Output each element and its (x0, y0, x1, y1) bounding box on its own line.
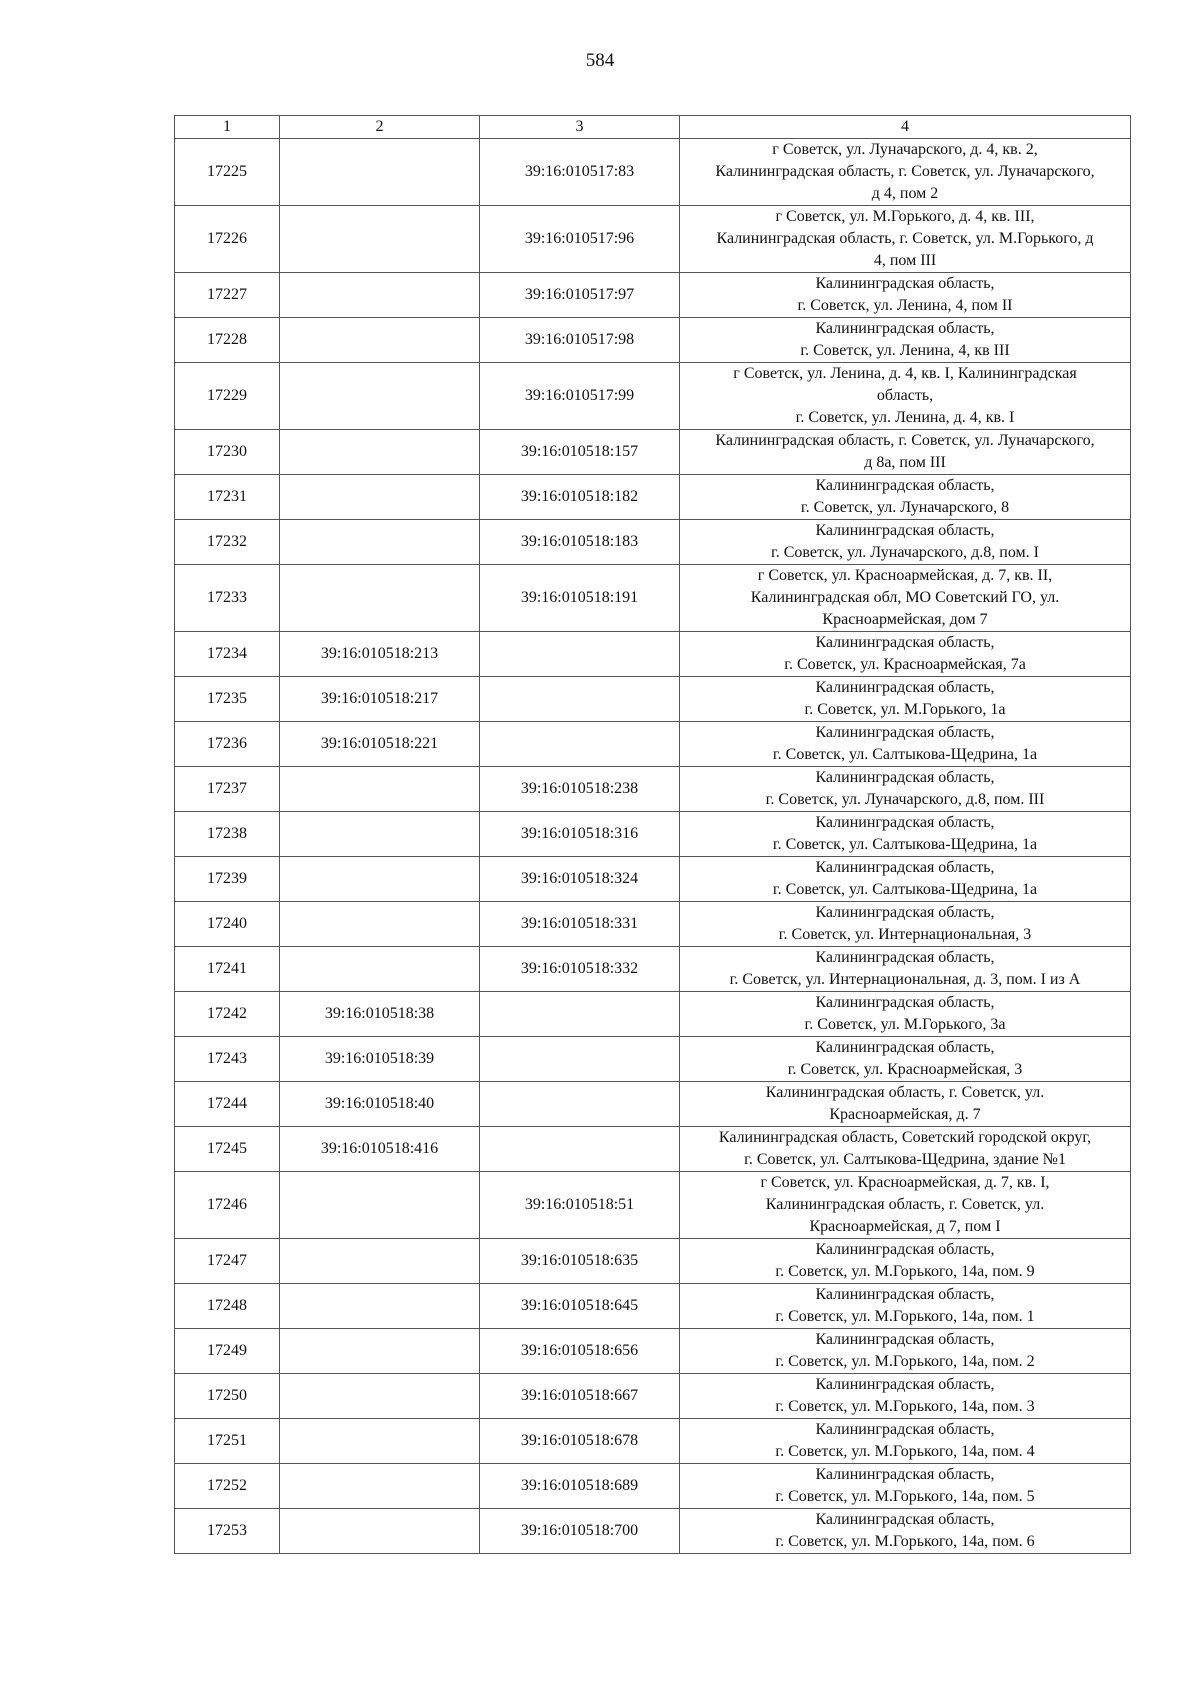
table-row (175, 677, 1131, 722)
cadastral-col-2 (280, 902, 480, 947)
cadastral-col-2 (280, 565, 480, 632)
cadastral-col-2 (280, 318, 480, 363)
address-cell: Калининградская область, г. Советск, ул. Салтыкова-Щедрина, 1а (680, 857, 1131, 902)
cadastral-col-2 (280, 430, 480, 475)
address-cell: Калининградская область, г. Советск, ул. Интернациональная, д. 3, пом. I из А (680, 947, 1131, 992)
table-row (175, 902, 1131, 947)
table-row (175, 947, 1131, 992)
table-row (175, 992, 1131, 1037)
address-cell: Калининградская область, г. Советск, ул. М.Горького, 14а, пом. 5 (680, 1464, 1131, 1509)
row-number: 17244 (175, 1082, 280, 1127)
cadastral-col-3: 39:16:010518:183 (480, 520, 680, 565)
header-col-1: 1 (175, 116, 280, 139)
row-number: 17235 (175, 677, 280, 722)
cadastral-col-2 (280, 947, 480, 992)
header-col-3: 3 (480, 116, 680, 139)
row-number: 17243 (175, 1037, 280, 1082)
table-row (175, 857, 1131, 902)
address-cell: Калининградская область, г. Советск, ул. Интернациональная, 3 (680, 902, 1131, 947)
cadastral-col-2 (280, 1284, 480, 1329)
row-number: 17248 (175, 1284, 280, 1329)
cadastral-col-2 (280, 1509, 480, 1554)
row-number: 17249 (175, 1329, 280, 1374)
table-row (175, 565, 1131, 632)
row-number: 17234 (175, 632, 280, 677)
address-cell: Калининградская область, г. Советск, ул. Ленина, 4, пом II (680, 273, 1131, 318)
page-number: 584 (585, 50, 615, 71)
cadastral-col-3: 39:16:010518:678 (480, 1419, 680, 1464)
cadastral-col-3 (480, 632, 680, 677)
address-cell: Калининградская область, г. Советск, ул. М.Горького, 14а, пом. 6 (680, 1509, 1131, 1554)
cadastral-col-3: 39:16:010518:182 (480, 475, 680, 520)
row-number: 17227 (175, 273, 280, 318)
cadastral-col-3: 39:16:010518:324 (480, 857, 680, 902)
row-number: 17242 (175, 992, 280, 1037)
table-row (175, 520, 1131, 565)
table-row (175, 139, 1131, 206)
cadastral-col-3: 39:16:010518:689 (480, 1464, 680, 1509)
address-cell: Калининградская область, г. Советск, ул. М.Горького, 14а, пом. 2 (680, 1329, 1131, 1374)
cadastral-col-3 (480, 992, 680, 1037)
table-row (175, 318, 1131, 363)
cadastral-col-3: 39:16:010518:51 (480, 1172, 680, 1239)
address-cell: Калининградская область, г. Советск, ул. Луначарского, д.8, пом. III (680, 767, 1131, 812)
row-number: 17228 (175, 318, 280, 363)
cadastral-col-2 (280, 520, 480, 565)
row-number: 17251 (175, 1419, 280, 1464)
address-cell: Калининградская область, г. Советск, ул. Ленина, 4, кв III (680, 318, 1131, 363)
table-row (175, 430, 1131, 475)
row-number: 17233 (175, 565, 280, 632)
row-number: 17230 (175, 430, 280, 475)
row-number: 17253 (175, 1509, 280, 1554)
address-cell: Калининградская область, г. Советск, ул. Луначарского, д 8а, пом III (680, 430, 1131, 475)
row-number: 17245 (175, 1127, 280, 1172)
table-row (175, 722, 1131, 767)
cadastral-col-2 (280, 857, 480, 902)
cadastral-col-2: 39:16:010518:38 (280, 992, 480, 1037)
address-cell: Калининградская область, г. Советск, ул. Красноармейская, 3 (680, 1037, 1131, 1082)
cadastral-col-2: 39:16:010518:40 (280, 1082, 480, 1127)
address-cell: Калининградская область, г. Советск, ул. Салтыкова-Щедрина, 1а (680, 812, 1131, 857)
cadastral-col-2: 39:16:010518:221 (280, 722, 480, 767)
address-cell: г Советск, ул. М.Горького, д. 4, кв. III, Калининградская область, г. Советск, ул. М.Горького, д 4, пом III (680, 206, 1131, 273)
table-row (175, 1082, 1131, 1127)
cadastral-col-2 (280, 273, 480, 318)
cadastral-col-3: 39:16:010517:96 (480, 206, 680, 273)
cadastral-col-3: 39:16:010518:157 (480, 430, 680, 475)
row-number: 17236 (175, 722, 280, 767)
cadastral-col-3: 39:16:010518:332 (480, 947, 680, 992)
row-number: 17252 (175, 1464, 280, 1509)
cadastral-col-3: 39:16:010518:667 (480, 1374, 680, 1419)
table-row (175, 1374, 1131, 1419)
table-row (175, 1464, 1131, 1509)
row-number: 17226 (175, 206, 280, 273)
cadastral-col-3: 39:16:010518:700 (480, 1509, 680, 1554)
address-cell: Калининградская область, г. Советск, ул. М.Горького, 14а, пом. 3 (680, 1374, 1131, 1419)
cadastral-col-2: 39:16:010518:217 (280, 677, 480, 722)
cadastral-col-3 (480, 1082, 680, 1127)
table-body (175, 139, 1131, 1554)
row-number: 17246 (175, 1172, 280, 1239)
table-row (175, 1329, 1131, 1374)
cadastral-col-3: 39:16:010518:191 (480, 565, 680, 632)
table-header (175, 116, 1131, 139)
cadastral-col-3: 39:16:010517:99 (480, 363, 680, 430)
cadastral-col-3 (480, 1037, 680, 1082)
table-row (175, 1172, 1131, 1239)
cadastral-col-2 (280, 1419, 480, 1464)
address-cell: г Советск, ул. Красноармейская, д. 7, кв. I, Калининградская область, г. Советск, ул. Красноармейская, д 7, пом I (680, 1172, 1131, 1239)
row-number: 17225 (175, 139, 280, 206)
table-row (175, 812, 1131, 857)
address-cell: Калининградская область, г. Советск, ул. М.Горького, 14а, пом. 1 (680, 1284, 1131, 1329)
table-row (175, 1037, 1131, 1082)
cadastral-col-3: 39:16:010518:656 (480, 1329, 680, 1374)
cadastral-col-3: 39:16:010518:645 (480, 1284, 680, 1329)
address-cell: Калининградская область, г. Советск, ул. М.Горького, 14а, пом. 9 (680, 1239, 1131, 1284)
table-row (175, 767, 1131, 812)
address-cell: г Советск, ул. Красноармейская, д. 7, кв. II, Калининградская обл, МО Советский ГО, ул. Красноармейская, дом 7 (680, 565, 1131, 632)
address-cell: г Советск, ул. Луначарского, д. 4, кв. 2, Калининградская область, г. Советск, ул. Луначарского, д 4, пом 2 (680, 139, 1131, 206)
address-cell: Калининградская область, г. Советск, ул. Красноармейская, 7а (680, 632, 1131, 677)
cadastral-col-2: 39:16:010518:39 (280, 1037, 480, 1082)
address-cell: Калининградская область, г. Советск, ул. М.Горького, 14а, пом. 4 (680, 1419, 1131, 1464)
header-row (175, 116, 1131, 139)
cadastral-col-3: 39:16:010518:238 (480, 767, 680, 812)
cadastral-col-3 (480, 722, 680, 767)
address-cell: Калининградская область, Советский городской округ, г. Советск, ул. Салтыкова-Щедрина, здание №1 (680, 1127, 1131, 1172)
cadastral-col-2 (280, 1464, 480, 1509)
row-number: 17229 (175, 363, 280, 430)
header-col-2: 2 (280, 116, 480, 139)
row-number: 17241 (175, 947, 280, 992)
row-number: 17247 (175, 1239, 280, 1284)
table-row (175, 363, 1131, 430)
row-number: 17239 (175, 857, 280, 902)
table-row (175, 1419, 1131, 1464)
cadastral-col-3: 39:16:010517:97 (480, 273, 680, 318)
cadastral-col-2: 39:16:010518:213 (280, 632, 480, 677)
cadastral-col-3 (480, 1127, 680, 1172)
address-cell: Калининградская область, г. Советск, ул. Красноармейская, д. 7 (680, 1082, 1131, 1127)
row-number: 17237 (175, 767, 280, 812)
cadastral-col-3: 39:16:010518:635 (480, 1239, 680, 1284)
address-cell: г Советск, ул. Ленина, д. 4, кв. I, Калининградская область, г. Советск, ул. Ленина, д. 4, кв. I (680, 363, 1131, 430)
cadastral-col-2: 39:16:010518:416 (280, 1127, 480, 1172)
cadastral-col-2 (280, 1374, 480, 1419)
row-number: 17250 (175, 1374, 280, 1419)
table-row (175, 273, 1131, 318)
cadastral-col-3 (480, 677, 680, 722)
cadastral-col-3: 39:16:010518:331 (480, 902, 680, 947)
address-cell: Калининградская область, г. Советск, ул. Салтыкова-Щедрина, 1а (680, 722, 1131, 767)
cadastral-col-2 (280, 475, 480, 520)
table-row (175, 1284, 1131, 1329)
row-number: 17238 (175, 812, 280, 857)
address-cell: Калининградская область, г. Советск, ул. М.Горького, 1а (680, 677, 1131, 722)
row-number: 17232 (175, 520, 280, 565)
row-number: 17240 (175, 902, 280, 947)
cadastral-col-2 (280, 139, 480, 206)
cadastral-col-3: 39:16:010517:98 (480, 318, 680, 363)
cadastral-col-2 (280, 767, 480, 812)
table-row (175, 206, 1131, 273)
cadastral-col-2 (280, 1239, 480, 1284)
address-cell: Калининградская область, г. Советск, ул. Луначарского, 8 (680, 475, 1131, 520)
table-row (175, 1509, 1131, 1554)
cadastral-col-2 (280, 1172, 480, 1239)
cadastral-col-3: 39:16:010517:83 (480, 139, 680, 206)
cadastral-col-2 (280, 363, 480, 430)
table-row (175, 632, 1131, 677)
header-col-4: 4 (680, 116, 1131, 139)
table-row (175, 1239, 1131, 1284)
address-cell: Калининградская область, г. Советск, ул. М.Горького, 3а (680, 992, 1131, 1037)
table-row (175, 475, 1131, 520)
table-row (175, 1127, 1131, 1172)
cadastral-col-2 (280, 1329, 480, 1374)
registry-table (174, 115, 1131, 1554)
row-number: 17231 (175, 475, 280, 520)
cadastral-col-2 (280, 206, 480, 273)
cadastral-col-2 (280, 812, 480, 857)
cadastral-col-3: 39:16:010518:316 (480, 812, 680, 857)
address-cell: Калининградская область, г. Советск, ул. Луначарского, д.8, пом. I (680, 520, 1131, 565)
